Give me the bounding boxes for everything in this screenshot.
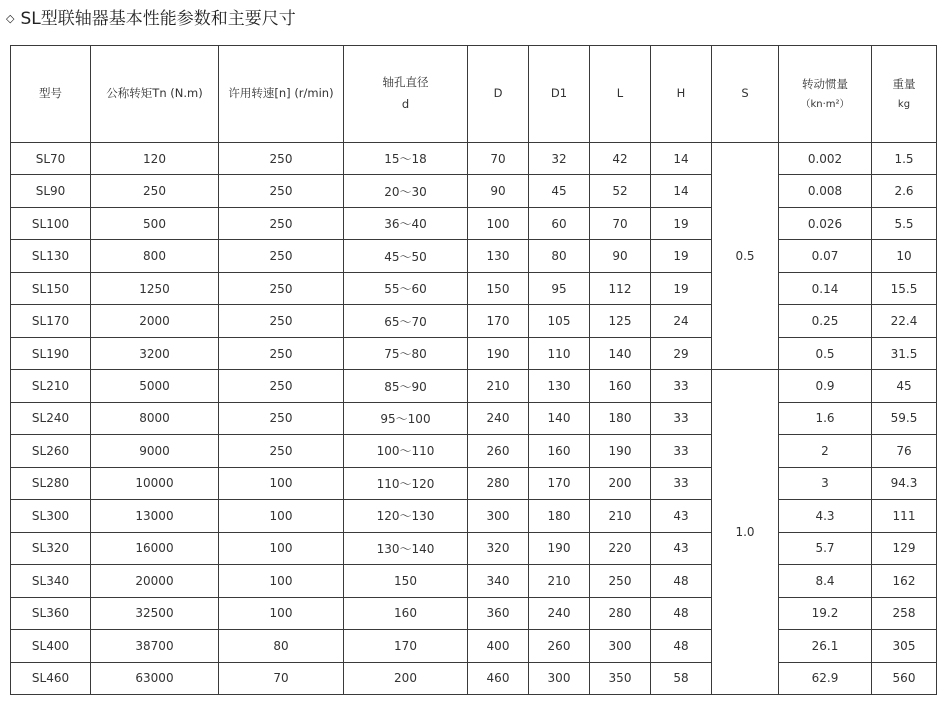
cell-speed: 250 (219, 207, 344, 239)
cell-torque: 1250 (91, 272, 219, 304)
header-model: 型号 (11, 46, 91, 143)
cell-weight: 94.3 (872, 467, 937, 499)
table-row (11, 597, 937, 629)
cell-D1: 300 (529, 662, 590, 695)
cell-inertia: 0.25 (779, 305, 872, 337)
cell-speed: 250 (219, 175, 344, 207)
cell-H: 14 (651, 143, 712, 175)
cell-bore: 200 (344, 662, 468, 695)
cell-speed: 70 (219, 662, 344, 695)
cell-H: 29 (651, 337, 712, 369)
cell-D: 340 (468, 565, 529, 597)
cell-inertia: 19.2 (779, 597, 872, 629)
cell-H: 19 (651, 240, 712, 272)
cell-torque: 10000 (91, 467, 219, 499)
cell-H: 48 (651, 597, 712, 629)
cell-model: SL90 (11, 175, 91, 207)
header-D1: D1 (529, 46, 590, 143)
cell-H: 33 (651, 467, 712, 499)
cell-inertia: 0.5 (779, 337, 872, 369)
cell-weight: 45 (872, 370, 937, 402)
cell-D1: 260 (529, 630, 590, 662)
cell-model: SL360 (11, 597, 91, 629)
cell-bore: 170 (344, 630, 468, 662)
cell-H: 33 (651, 402, 712, 434)
cell-L: 180 (590, 402, 651, 434)
cell-model: SL210 (11, 370, 91, 402)
cell-inertia: 3 (779, 467, 872, 499)
cell-H: 19 (651, 207, 712, 239)
cell-speed: 250 (219, 143, 344, 175)
cell-L: 52 (590, 175, 651, 207)
cell-L: 140 (590, 337, 651, 369)
header-S: S (712, 46, 779, 143)
cell-D1: 105 (529, 305, 590, 337)
header-bore (344, 46, 468, 143)
table-row (11, 662, 937, 695)
cell-inertia: 0.008 (779, 175, 872, 207)
cell-model: SL300 (11, 500, 91, 532)
table-row (11, 630, 937, 662)
cell-torque: 3200 (91, 337, 219, 369)
header-inertia (779, 46, 872, 143)
cell-bore: 75～80 (344, 337, 468, 369)
cell-torque: 20000 (91, 565, 219, 597)
cell-H: 14 (651, 175, 712, 207)
cell-torque: 13000 (91, 500, 219, 532)
cell-bore: 110～120 (344, 467, 468, 499)
cell-bore: 160 (344, 597, 468, 629)
cell-D: 320 (468, 532, 529, 564)
page-title-text: SL型联轴器基本性能参数和主要尺寸 (20, 9, 296, 29)
cell-bore: 120～130 (344, 500, 468, 532)
cell-bore: 20～30 (344, 175, 468, 207)
cell-model: SL280 (11, 467, 91, 499)
header-L: L (590, 46, 651, 143)
cell-speed: 250 (219, 272, 344, 304)
cell-speed: 250 (219, 337, 344, 369)
cell-torque: 120 (91, 143, 219, 175)
cell-speed: 250 (219, 435, 344, 467)
table-row (11, 500, 937, 532)
cell-model: SL260 (11, 435, 91, 467)
cell-model: SL190 (11, 337, 91, 369)
cell-weight: 129 (872, 532, 937, 564)
header-torque: 公称转矩Tn (N.m) (91, 46, 219, 143)
header-H: H (651, 46, 712, 143)
cell-model: SL460 (11, 662, 91, 695)
cell-D: 300 (468, 500, 529, 532)
header-weight (872, 46, 937, 143)
cell-D: 100 (468, 207, 529, 239)
cell-bore: 130～140 (344, 532, 468, 564)
cell-weight: 5.5 (872, 207, 937, 239)
cell-bore: 100～110 (344, 435, 468, 467)
cell-L: 200 (590, 467, 651, 499)
cell-model: SL150 (11, 272, 91, 304)
cell-L: 350 (590, 662, 651, 695)
header-row (11, 46, 937, 143)
header-D: D (468, 46, 529, 143)
cell-model: SL240 (11, 402, 91, 434)
cell-D1: 60 (529, 207, 590, 239)
cell-H: 48 (651, 630, 712, 662)
cell-D: 90 (468, 175, 529, 207)
cell-weight: 162 (872, 565, 937, 597)
cell-torque: 32500 (91, 597, 219, 629)
cell-weight: 1.5 (872, 143, 937, 175)
cell-weight: 2.6 (872, 175, 937, 207)
cell-bore: 36～40 (344, 207, 468, 239)
cell-inertia: 5.7 (779, 532, 872, 564)
cell-model: SL70 (11, 143, 91, 175)
cell-D: 130 (468, 240, 529, 272)
header-weight-line2: kg (897, 99, 911, 111)
cell-model: SL340 (11, 565, 91, 597)
cell-H: 33 (651, 435, 712, 467)
table-row (11, 272, 937, 304)
cell-inertia: 1.6 (779, 402, 872, 434)
table-row (11, 435, 937, 467)
cell-inertia: 62.9 (779, 662, 872, 695)
cell-inertia: 0.9 (779, 370, 872, 402)
table-row (11, 402, 937, 434)
cell-L: 70 (590, 207, 651, 239)
cell-D1: 95 (529, 272, 590, 304)
header-bore-line1: 轴孔直径 (382, 75, 429, 90)
cell-L: 90 (590, 240, 651, 272)
table-row (11, 240, 937, 272)
cell-model: SL400 (11, 630, 91, 662)
cell-speed: 100 (219, 565, 344, 597)
cell-inertia: 0.07 (779, 240, 872, 272)
cell-D1: 160 (529, 435, 590, 467)
cell-L: 220 (590, 532, 651, 564)
cell-bore: 65～70 (344, 305, 468, 337)
cell-torque: 16000 (91, 532, 219, 564)
cell-speed: 250 (219, 370, 344, 402)
cell-H: 48 (651, 565, 712, 597)
cell-D1: 240 (529, 597, 590, 629)
cell-model: SL170 (11, 305, 91, 337)
cell-H: 43 (651, 532, 712, 564)
cell-inertia: 2 (779, 435, 872, 467)
table-row (11, 467, 937, 499)
cell-L: 280 (590, 597, 651, 629)
cell-bore: 95～100 (344, 402, 468, 434)
cell-bore: 15～18 (344, 143, 468, 175)
cell-weight: 258 (872, 597, 937, 629)
cell-speed: 250 (219, 240, 344, 272)
cell-model: SL100 (11, 207, 91, 239)
cell-speed: 100 (219, 500, 344, 532)
cell-speed: 100 (219, 597, 344, 629)
cell-weight: 59.5 (872, 402, 937, 434)
cell-speed: 80 (219, 630, 344, 662)
cell-D1: 80 (529, 240, 590, 272)
table-body (11, 143, 937, 695)
cell-torque: 800 (91, 240, 219, 272)
cell-inertia: 26.1 (779, 630, 872, 662)
cell-weight: 76 (872, 435, 937, 467)
cell-torque: 8000 (91, 402, 219, 434)
cell-weight: 22.4 (872, 305, 937, 337)
table-row (11, 207, 937, 239)
cell-D1: 32 (529, 143, 590, 175)
cell-D: 400 (468, 630, 529, 662)
header-inertia-line2: （kn·m²） (800, 99, 850, 111)
cell-D1: 180 (529, 500, 590, 532)
cell-S: 0.5 (712, 143, 779, 370)
cell-bore: 55～60 (344, 272, 468, 304)
cell-weight: 15.5 (872, 272, 937, 304)
cell-torque: 63000 (91, 662, 219, 695)
cell-D: 240 (468, 402, 529, 434)
cell-D: 170 (468, 305, 529, 337)
cell-bore: 85～90 (344, 370, 468, 402)
table-row (11, 370, 937, 402)
cell-D1: 110 (529, 337, 590, 369)
cell-speed: 100 (219, 467, 344, 499)
cell-weight: 305 (872, 630, 937, 662)
page-title (6, 4, 296, 29)
header-bore-line2: d (401, 97, 410, 111)
cell-L: 42 (590, 143, 651, 175)
cell-speed: 250 (219, 402, 344, 434)
header-inertia-line1: 转动惯量 (802, 76, 848, 91)
table-row (11, 565, 937, 597)
header-weight-line1: 重量 (892, 76, 916, 91)
cell-D1: 190 (529, 532, 590, 564)
cell-L: 112 (590, 272, 651, 304)
cell-torque: 38700 (91, 630, 219, 662)
cell-D: 190 (468, 337, 529, 369)
cell-weight: 111 (872, 500, 937, 532)
cell-H: 33 (651, 370, 712, 402)
cell-model: SL130 (11, 240, 91, 272)
cell-inertia: 8.4 (779, 565, 872, 597)
cell-H: 24 (651, 305, 712, 337)
cell-inertia: 0.14 (779, 272, 872, 304)
cell-D: 150 (468, 272, 529, 304)
cell-H: 19 (651, 272, 712, 304)
cell-weight: 31.5 (872, 337, 937, 369)
table-row (11, 175, 937, 207)
cell-inertia: 4.3 (779, 500, 872, 532)
cell-D1: 140 (529, 402, 590, 434)
cell-weight: 560 (872, 662, 937, 695)
cell-L: 300 (590, 630, 651, 662)
cell-D: 260 (468, 435, 529, 467)
cell-L: 210 (590, 500, 651, 532)
cell-speed: 250 (219, 305, 344, 337)
header-speed: 许用转速[n] (r/min) (219, 46, 344, 143)
cell-weight: 10 (872, 240, 937, 272)
cell-L: 190 (590, 435, 651, 467)
cell-D: 280 (468, 467, 529, 499)
cell-torque: 9000 (91, 435, 219, 467)
cell-D1: 170 (529, 467, 590, 499)
table-row (11, 532, 937, 564)
cell-inertia: 0.002 (779, 143, 872, 175)
cell-torque: 500 (91, 207, 219, 239)
cell-bore: 150 (344, 565, 468, 597)
cell-torque: 250 (91, 175, 219, 207)
cell-D: 460 (468, 662, 529, 695)
cell-torque: 5000 (91, 370, 219, 402)
cell-L: 250 (590, 565, 651, 597)
cell-H: 58 (651, 662, 712, 695)
cell-D: 360 (468, 597, 529, 629)
table-row (11, 143, 937, 175)
table-row (11, 305, 937, 337)
cell-S: 1.0 (712, 370, 779, 695)
cell-D: 70 (468, 143, 529, 175)
cell-L: 125 (590, 305, 651, 337)
cell-bore: 45～50 (344, 240, 468, 272)
cell-H: 43 (651, 500, 712, 532)
cell-D: 210 (468, 370, 529, 402)
cell-D1: 210 (529, 565, 590, 597)
cell-D1: 130 (529, 370, 590, 402)
table-row (11, 337, 937, 369)
cell-model: SL320 (11, 532, 91, 564)
cell-inertia: 0.026 (779, 207, 872, 239)
spec-table (10, 45, 937, 695)
cell-D1: 45 (529, 175, 590, 207)
cell-speed: 100 (219, 532, 344, 564)
cell-L: 160 (590, 370, 651, 402)
diamond-marker-icon: ◇ (6, 12, 15, 25)
cell-torque: 2000 (91, 305, 219, 337)
